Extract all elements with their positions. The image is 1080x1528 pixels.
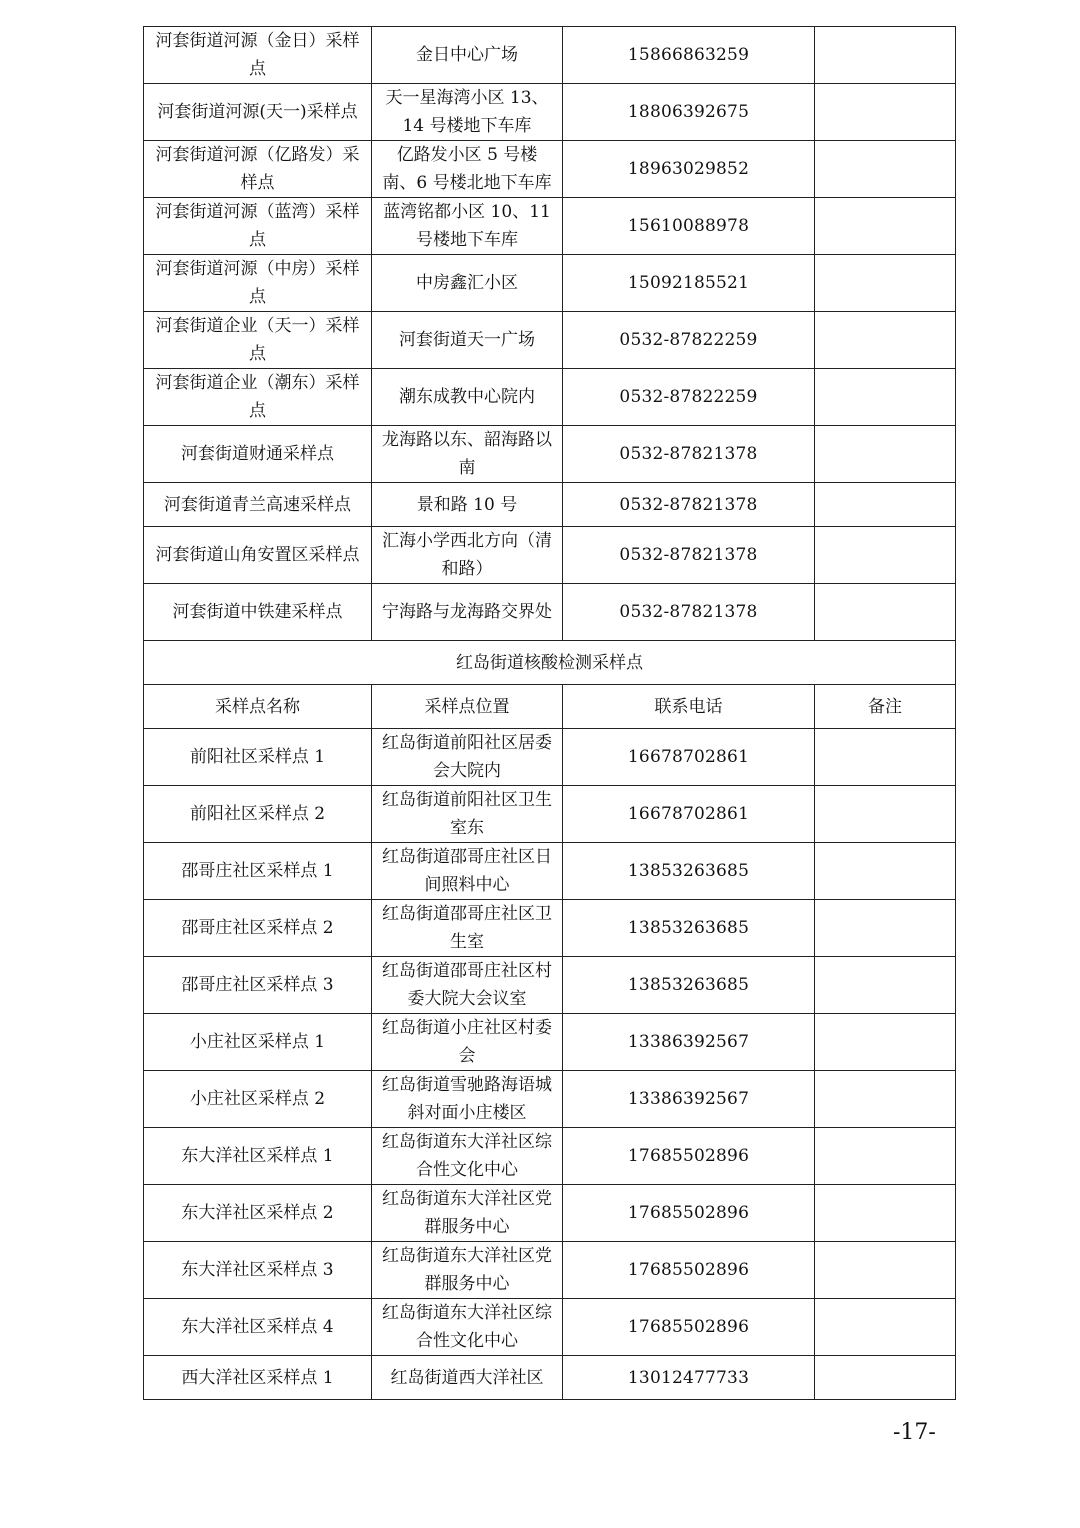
table-row [144,483,956,527]
cell-note [815,198,956,255]
table-row [144,27,956,84]
table-row [144,369,956,426]
cell-location: 汇海小学西北方向（清和路） [372,527,563,584]
cell-name: 小庄社区采样点 1 [144,1014,372,1071]
table-row [144,900,956,957]
cell-phone: 18806392675 [563,84,815,141]
cell-name: 东大洋社区采样点 1 [144,1128,372,1185]
cell-location: 红岛街道邵哥庄社区村委大院大会议室 [372,957,563,1014]
cell-name: 河套街道河源（亿路发）采样点 [144,141,372,198]
cell-note [815,957,956,1014]
cell-location: 中房鑫汇小区 [372,255,563,312]
cell-name: 河套街道河源（中房）采样点 [144,255,372,312]
cell-location: 红岛街道邵哥庄社区卫生室 [372,900,563,957]
cell-note [815,312,956,369]
cell-note [815,255,956,312]
cell-note [815,729,956,786]
table-row [144,426,956,483]
cell-phone: 17685502896 [563,1299,815,1356]
cell-location: 河套街道天一广场 [372,312,563,369]
cell-location: 宁海路与龙海路交界处 [372,584,563,641]
cell-note [815,27,956,84]
cell-phone: 13853263685 [563,900,815,957]
sampling-points-table [143,26,956,1400]
cell-phone: 18963029852 [563,141,815,198]
cell-name: 河套街道河源（金日）采样点 [144,27,372,84]
table-row [144,584,956,641]
cell-phone: 13853263685 [563,957,815,1014]
cell-name: 前阳社区采样点 2 [144,786,372,843]
cell-location: 金日中心广场 [372,27,563,84]
cell-location: 潮东成教中心院内 [372,369,563,426]
table-row [144,255,956,312]
cell-name: 河套街道山角安置区采样点 [144,527,372,584]
cell-name: 河套街道河源(天一)采样点 [144,84,372,141]
cell-note [815,483,956,527]
table-row [144,1299,956,1356]
cell-name: 前阳社区采样点 1 [144,729,372,786]
cell-name: 河套街道财通采样点 [144,426,372,483]
cell-note [815,84,956,141]
cell-note [815,1356,956,1400]
section-title: 红岛街道核酸检测采样点 [144,641,956,685]
page-number: -17- [893,1420,936,1445]
header-phone: 联系电话 [563,685,815,729]
cell-location: 红岛街道西大洋社区 [372,1356,563,1400]
cell-note [815,1185,956,1242]
table-row [144,1014,956,1071]
cell-note [815,786,956,843]
cell-phone: 0532-87821378 [563,426,815,483]
cell-location: 亿路发小区 5 号楼南、6 号楼北地下车库 [372,141,563,198]
cell-location: 红岛街道前阳社区居委会大院内 [372,729,563,786]
table-row [144,527,956,584]
cell-note [815,900,956,957]
header-name: 采样点名称 [144,685,372,729]
upper-rows [144,27,956,641]
table-row [144,786,956,843]
table-row [144,198,956,255]
header-note: 备注 [815,685,956,729]
cell-name: 河套街道河源（蓝湾）采样点 [144,198,372,255]
section-header [144,641,956,729]
cell-phone: 15866863259 [563,27,815,84]
cell-phone: 13386392567 [563,1014,815,1071]
cell-name: 河套街道青兰高速采样点 [144,483,372,527]
table-row [144,1356,956,1400]
cell-phone: 13012477733 [563,1356,815,1400]
table-row [144,957,956,1014]
cell-note [815,1014,956,1071]
cell-name: 河套街道企业（潮东）采样点 [144,369,372,426]
cell-location: 龙海路以东、韶海路以南 [372,426,563,483]
table-row [144,1128,956,1185]
cell-location: 蓝湾铭都小区 10、11 号楼地下车库 [372,198,563,255]
column-header-row [144,685,956,729]
cell-location: 红岛街道雪驰路海语城斜对面小庄楼区 [372,1071,563,1128]
cell-note [815,1128,956,1185]
cell-name: 东大洋社区采样点 3 [144,1242,372,1299]
cell-location: 天一星海湾小区 13、14 号楼地下车库 [372,84,563,141]
cell-phone: 0532-87822259 [563,369,815,426]
cell-phone: 0532-87821378 [563,584,815,641]
cell-name: 河套街道企业（天一）采样点 [144,312,372,369]
cell-note [815,527,956,584]
table-row [144,84,956,141]
table-row [144,312,956,369]
cell-phone: 17685502896 [563,1242,815,1299]
cell-location: 红岛街道东大洋社区党群服务中心 [372,1242,563,1299]
cell-note [815,1071,956,1128]
cell-note [815,141,956,198]
cell-note [815,426,956,483]
header-location: 采样点位置 [372,685,563,729]
cell-location: 红岛街道邵哥庄社区日间照料中心 [372,843,563,900]
cell-location: 红岛街道东大洋社区综合性文化中心 [372,1128,563,1185]
cell-name: 邵哥庄社区采样点 2 [144,900,372,957]
table-row [144,729,956,786]
table-row [144,1242,956,1299]
cell-phone: 16678702861 [563,786,815,843]
table-row [144,1071,956,1128]
cell-location: 红岛街道小庄社区村委会 [372,1014,563,1071]
cell-location: 红岛街道东大洋社区综合性文化中心 [372,1299,563,1356]
cell-note [815,1299,956,1356]
lower-rows [144,729,956,1400]
cell-note [815,843,956,900]
cell-phone: 16678702861 [563,729,815,786]
cell-name: 邵哥庄社区采样点 3 [144,957,372,1014]
cell-phone: 15092185521 [563,255,815,312]
cell-name: 东大洋社区采样点 2 [144,1185,372,1242]
cell-note [815,1242,956,1299]
cell-phone: 0532-87822259 [563,312,815,369]
cell-note [815,584,956,641]
cell-location: 景和路 10 号 [372,483,563,527]
cell-name: 小庄社区采样点 2 [144,1071,372,1128]
cell-phone: 13386392567 [563,1071,815,1128]
cell-name: 东大洋社区采样点 4 [144,1299,372,1356]
cell-location: 红岛街道前阳社区卫生室东 [372,786,563,843]
cell-location: 红岛街道东大洋社区党群服务中心 [372,1185,563,1242]
cell-phone: 15610088978 [563,198,815,255]
cell-name: 西大洋社区采样点 1 [144,1356,372,1400]
cell-phone: 17685502896 [563,1185,815,1242]
table-row [144,1185,956,1242]
cell-name: 邵哥庄社区采样点 1 [144,843,372,900]
cell-phone: 13853263685 [563,843,815,900]
cell-phone: 0532-87821378 [563,483,815,527]
table-row [144,843,956,900]
cell-phone: 0532-87821378 [563,527,815,584]
cell-note [815,369,956,426]
cell-name: 河套街道中铁建采样点 [144,584,372,641]
cell-phone: 17685502896 [563,1128,815,1185]
table-row [144,141,956,198]
